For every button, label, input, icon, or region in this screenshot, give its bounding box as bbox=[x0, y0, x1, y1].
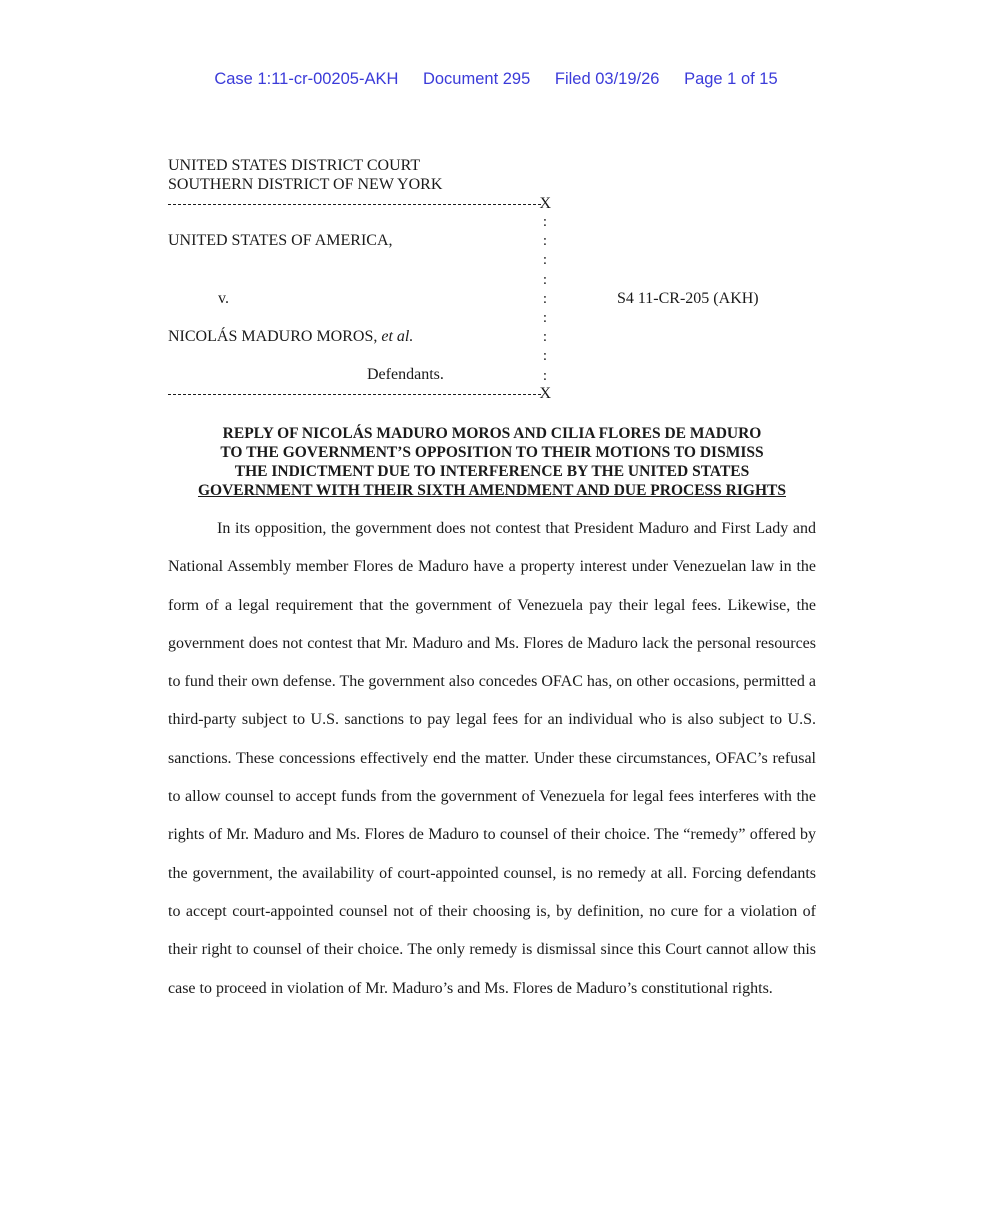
court-name-line-2: SOUTHERN DISTRICT OF NEW YORK bbox=[168, 176, 443, 193]
caption-top-dashes bbox=[168, 204, 541, 205]
ecf-document-number: Document 295 bbox=[422, 70, 531, 88]
ecf-page-number: Page 1 of 15 bbox=[684, 70, 778, 88]
ecf-filing-header bbox=[0, 70, 992, 89]
caption-top-x: X bbox=[539, 195, 551, 212]
document-title bbox=[168, 424, 816, 500]
defendants-label: Defendants. bbox=[367, 366, 444, 383]
court-name-line-1: UNITED STATES DISTRICT COURT bbox=[168, 157, 421, 174]
court-name bbox=[168, 156, 442, 194]
versus-label: v. bbox=[218, 290, 229, 307]
caption-bottom-x: X bbox=[539, 385, 551, 402]
title-line-1: REPLY OF NICOLÁS MADURO MOROS AND CILIA FLORES DE MADURO bbox=[222, 425, 762, 442]
caption-colon-column bbox=[540, 213, 550, 386]
et-al-text: et al. bbox=[381, 328, 414, 345]
plaintiff-name: UNITED STATES OF AMERICA, bbox=[168, 232, 393, 249]
body-paragraph: In its opposition, the government does not contest that President Maduro and First Lady and National Assembly member Flores de Maduro have a property interest under Venezuelan law in the form of a legal requirement that the government of Venezuela pay their legal fees. Likewise, the government does not contest that Mr. Maduro and Ms. Flores de Maduro lack the personal resources to fund their own defense. The government also concedes OFAC has, on other occasions, permitted a third-party subject to U.S. sanctions to pay legal fees for an individual who is also subject to U.S. sanctions. These concessions effectively end the matter. Under these circumstances, OFAC’s refusal to allow counsel to accept funds from the government of Venezuela for legal fees interferes with the rights of Mr. Maduro and Ms. Flores de Maduro to counsel of their choice. The “remedy” offered by the government, the availability of court-appointed counsel, is no remedy at all. Forcing defendants to accept court-appointed counsel not of their choosing is, by definition, no cure for a violation of their right to counsel of their choice. The only remedy is dismissal since this Court cannot allow this case to proceed in violation of Mr. Maduro’s and Ms. Flores de Maduro’s constitutional rights. bbox=[168, 520, 816, 997]
caption-top-rule bbox=[168, 195, 551, 213]
title-line-2: TO THE GOVERNMENT’S OPPOSITION TO THEIR MOTIONS TO DISMISS bbox=[220, 444, 764, 461]
ecf-case-number: Case 1:11-cr-00205-AKH bbox=[214, 70, 399, 88]
defendant-name bbox=[168, 328, 413, 346]
title-line-4: GOVERNMENT WITH THEIR SIXTH AMENDMENT AND DUE PROCESS RIGHTS bbox=[198, 482, 786, 499]
caption-bottom-dashes bbox=[168, 394, 541, 395]
caption-colons: : : : : : : : : : bbox=[542, 214, 548, 384]
caption-bottom-rule bbox=[168, 385, 551, 403]
defendant-name-text: NICOLÁS MADURO MOROS, bbox=[168, 328, 382, 345]
ecf-filed-date: Filed 03/19/26 bbox=[554, 70, 660, 88]
title-line-3: THE INDICTMENT DUE TO INTERFERENCE BY THE UNITED STATES bbox=[234, 463, 750, 480]
case-number: S4 11-CR-205 (AKH) bbox=[617, 290, 759, 307]
